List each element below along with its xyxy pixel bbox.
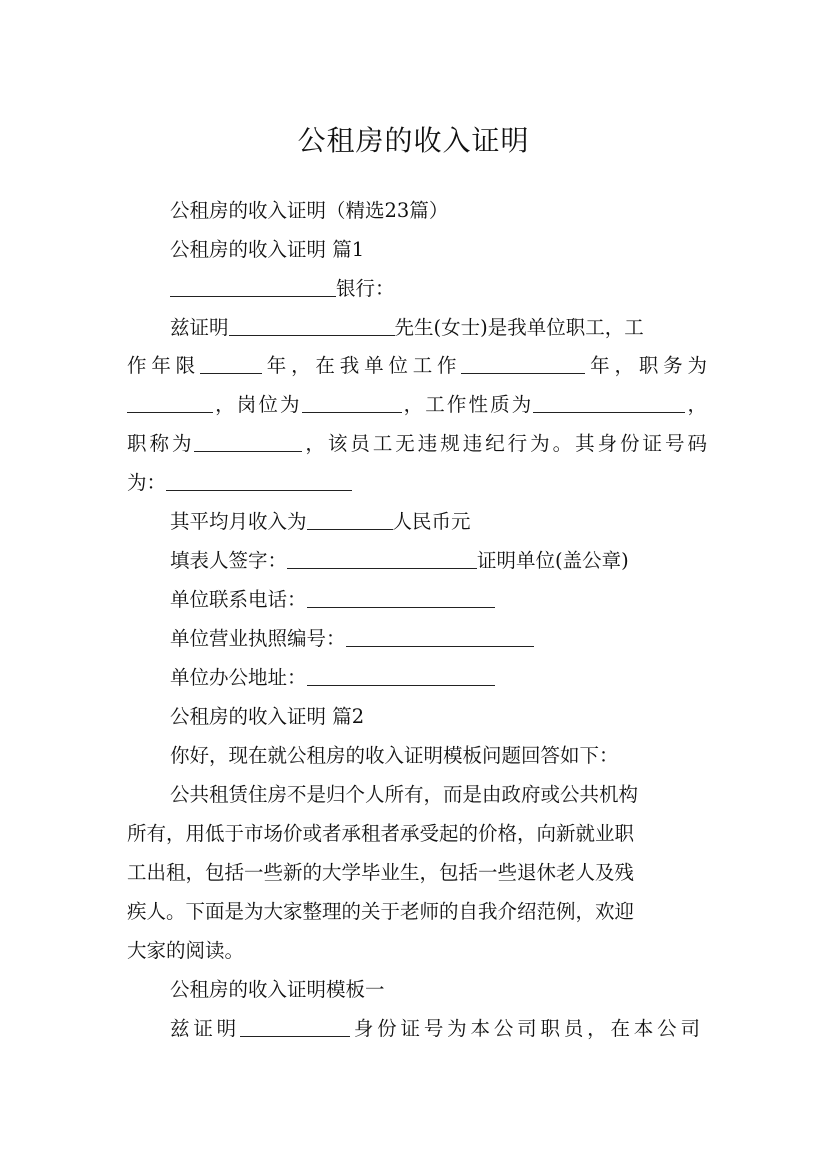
blank-address-field [307, 665, 495, 686]
paragraph-line: 大家的阅读。 [127, 939, 245, 962]
blank-id-field [166, 470, 352, 491]
document-title: 公租房的收入证明 [297, 123, 530, 157]
blank-work-years-field [461, 353, 585, 374]
paragraph-line: 你好，现在就公租房的收入证明模板问题回答如下： [170, 744, 619, 767]
blank-years-field [200, 353, 262, 374]
paragraph-line: 为： [127, 469, 707, 497]
paragraph-line: 公共租赁住房不是归个人所有，而是由政府或公共机构 [170, 783, 639, 806]
blank-person-field [240, 1016, 350, 1037]
paragraph-line: 兹证明 先生(女士)是我单位职工，工 [170, 316, 644, 339]
phone-line: 单位联系电话： [170, 586, 750, 614]
blank-income-field [307, 509, 393, 530]
paragraph-line: 职称为 ，该员工无违规违纪行为。其身份证号码 [127, 432, 707, 455]
section-heading-2: 公租房的收入证明 篇2 [170, 705, 365, 728]
income-line: 其平均月收入为 人民币元 [170, 510, 471, 533]
blank-name-field [229, 315, 395, 336]
paragraph-line: ，岗位为 ，工作性质为 ， [127, 391, 707, 419]
paragraph-line: 工出租，包括一些新的大学毕业生，包括一些退休老人及残 [127, 861, 635, 884]
blank-title-field [194, 431, 302, 452]
blank-duty-field [127, 392, 213, 413]
blank-signature-field [287, 548, 477, 569]
paragraph-line: 所有，用低于市场价或者承租者承受起的价格，向新就业职 [127, 822, 635, 845]
section-heading-1: 公租房的收入证明 篇1 [170, 238, 365, 261]
subtitle-line: 公租房的收入证明（精选23篇） [170, 199, 449, 222]
signature-line: 填表人签字： 证明单位(盖公章) [170, 549, 629, 572]
blank-work-nature-field [533, 392, 685, 413]
template-heading: 公租房的收入证明模板一 [170, 978, 385, 1001]
paragraph-line: 疾人。下面是为大家整理的关于老师的自我介绍范例，欢迎 [127, 900, 635, 923]
blank-bank-field [170, 276, 336, 297]
address-line: 单位办公地址： [170, 664, 750, 692]
paragraph-line: 作年限 年，在我单位工作 年，职务为 [127, 354, 707, 377]
paragraph-line: 兹证明 身份证号为本公司职员，在本公司 [170, 1017, 700, 1040]
license-line: 单位营业执照编号： [170, 625, 750, 653]
blank-post-field [302, 392, 402, 413]
blank-license-field [346, 626, 534, 647]
bank-line: 银行： [170, 275, 750, 303]
blank-phone-field [307, 587, 495, 608]
